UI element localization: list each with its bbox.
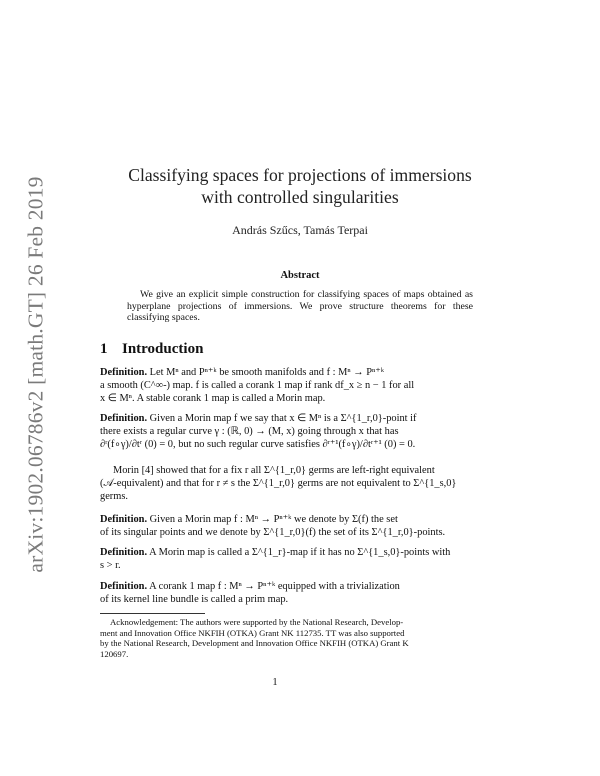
abstract-heading: Abstract xyxy=(280,270,320,281)
paragraph-text: Morin [4] showed that for a fix r all Σ^{1_r,0} germs are left-right equivalent xyxy=(113,465,435,476)
definition-singular-set xyxy=(100,514,450,540)
definition-text: a smooth (C^∞-) map. f is called a corank 1 map if rank df_x ≥ n − 1 for all xyxy=(100,379,415,391)
paper-title xyxy=(100,164,500,208)
footnote-divider xyxy=(100,613,205,614)
abstract-text: We give an explicit simple construction for classifying spaces of maps obtained as hyperplane projections of immersions. We prove structure theorems for these classifying spaces. xyxy=(127,289,473,323)
definition-label: Definition. xyxy=(100,367,148,378)
arxiv-stamp-text: arXiv:1902.06786v2 [math.GT] 26 Feb 2019 xyxy=(23,175,48,573)
definition-text: Let Mⁿ and Pⁿ⁺ᵏ be smooth manifolds and f : Mⁿ → Pⁿ⁺ᵏ xyxy=(149,367,385,378)
title-line-2: with controlled singularities xyxy=(201,187,399,207)
section-number: 1 xyxy=(100,341,108,357)
definition-text: A corank 1 map f : Mⁿ → Pⁿ⁺ᵏ equipped with a trivialization xyxy=(149,581,400,592)
definition-text: Given a Morin map f : Mⁿ → Pⁿ⁺ᵏ we denote by Σ(f) the set xyxy=(149,514,398,525)
paragraph-text: (𝒜-equivalent) and that for r ≠ s the Σ^{1_r,0} germs are not equivalent to Σ^{1_s,0} xyxy=(100,477,457,489)
section-heading xyxy=(100,341,203,358)
footnote-text: ment and Innovation Office NKFIH (OTKA) Grant NK 112735. TT was also supported xyxy=(100,627,405,638)
section-title: Introduction xyxy=(122,341,204,357)
definition-text: ∂ʳ(f∘γ)/∂tʳ (0) = 0, but no such regular curve satisfies ∂ʳ⁺¹(f∘γ)/∂tʳ⁺¹ (0) = 0. xyxy=(100,438,416,450)
definition-label: Definition. xyxy=(100,413,148,424)
footnote-text: 120697. xyxy=(100,648,129,659)
definition-text: of its singular points and we denote by Σ^{1_r,0}(f) the set of its Σ^{1_r,0}-points. xyxy=(100,526,446,538)
definition-text: of its kernel line bundle is called a prim map. xyxy=(100,593,289,605)
page-number: 1 xyxy=(272,677,278,688)
morin-remark-paragraph xyxy=(100,465,457,503)
definition-label: Definition. xyxy=(100,514,148,525)
definition-text: s > r. xyxy=(100,559,121,571)
definition-sigma-point xyxy=(100,413,450,451)
footnote-text: by the National Research, Development and Innovation Office NKFIH (OTKA) Grant K xyxy=(100,638,409,649)
title-line-1: Classifying spaces for projections of immersions xyxy=(128,165,472,185)
paragraph-text: germs. xyxy=(100,490,128,502)
definition-corank-map xyxy=(100,367,450,405)
definition-sigma-map xyxy=(100,547,450,573)
definition-text: Given a Morin map f we say that x ∈ Mⁿ is a Σ^{1_r,0}-point if xyxy=(149,413,417,424)
definition-prim-map xyxy=(100,581,450,607)
acknowledgement-footnote xyxy=(100,617,450,659)
footnote-text: Acknowledgement: The authors were supported by the National Research, Develop- xyxy=(110,617,404,627)
arxiv-identifier-stamp xyxy=(14,175,58,573)
definition-text: there exists a regular curve γ : (ℝ, 0) → (M, x) going through x that has xyxy=(100,425,399,437)
definition-text: A Morin map is called a Σ^{1_r}-map if it has no Σ^{1_s,0}-points with xyxy=(149,547,451,558)
definition-label: Definition. xyxy=(100,547,148,558)
definition-label: Definition. xyxy=(100,581,148,592)
definition-text: x ∈ Mⁿ. A stable corank 1 map is called a Morin map. xyxy=(100,392,326,404)
author-list: András Szűcs, Tamás Terpai xyxy=(232,223,368,237)
